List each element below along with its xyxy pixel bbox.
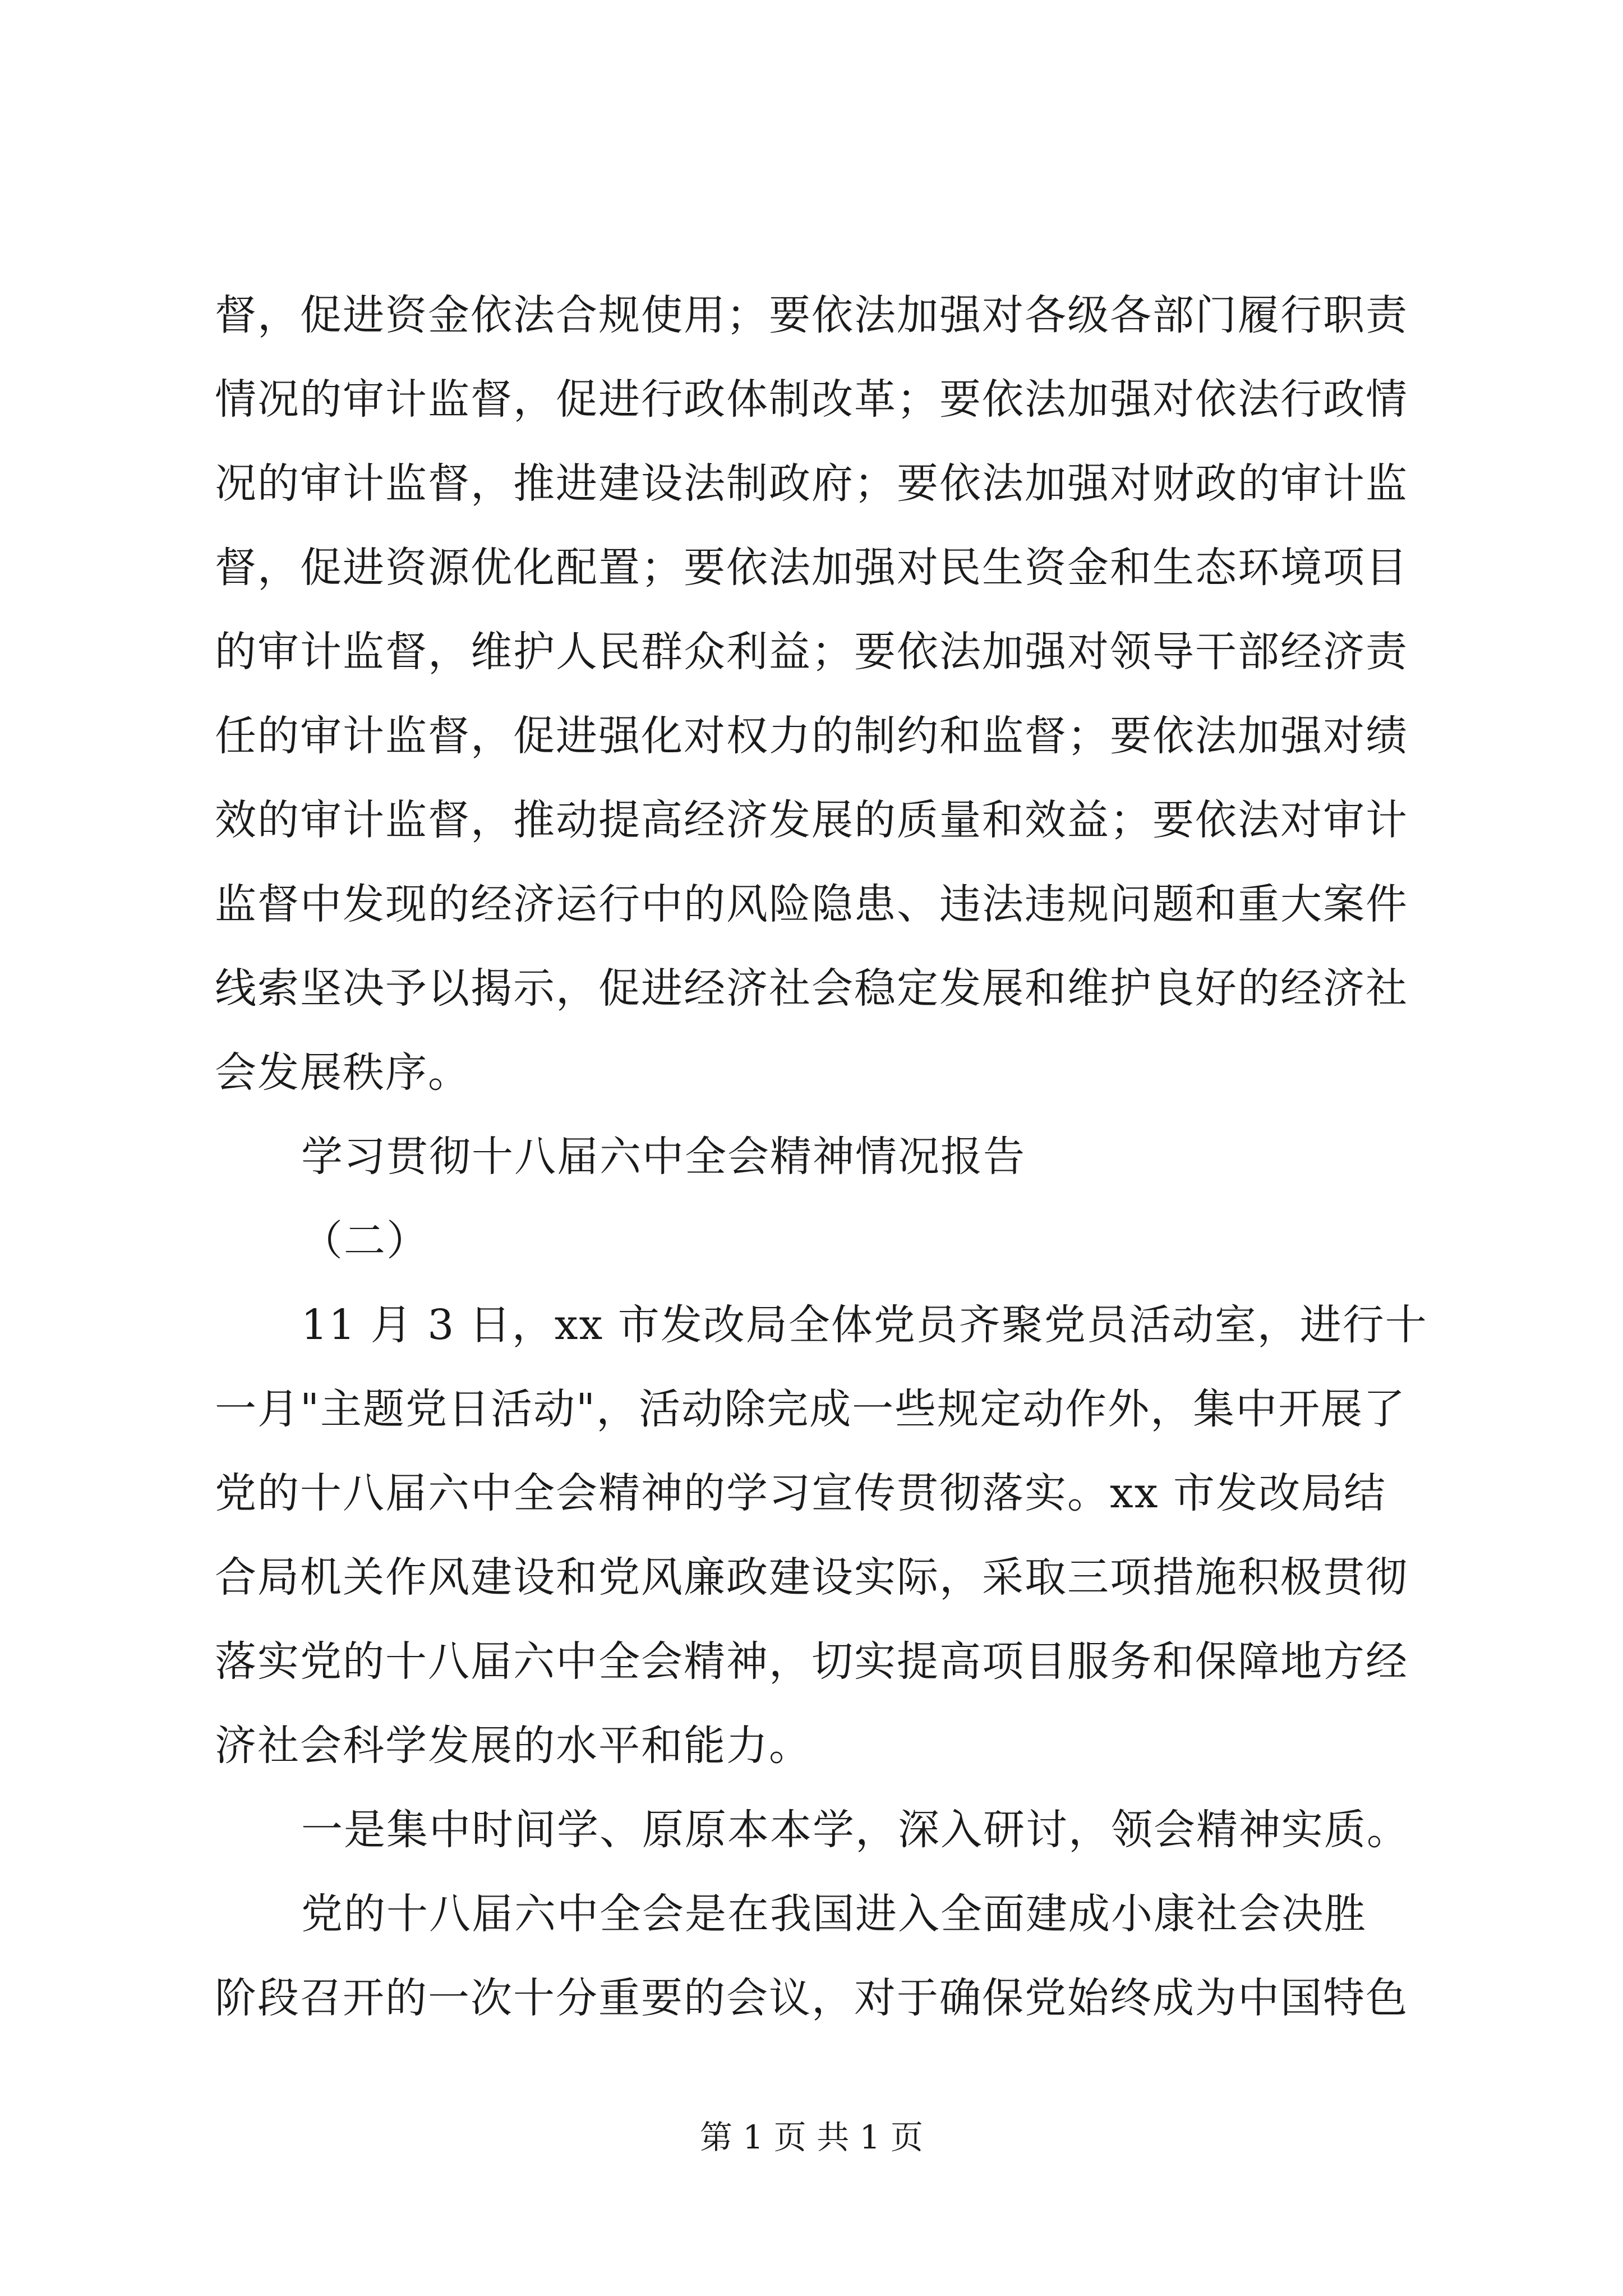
text-line: 线索坚决予以揭示，促进经济社会稳定发展和维护良好的经济社 — [215, 964, 1408, 1013]
text-line: 合局机关作风建设和党风廉政建设实际，采取三项措施积极贯彻 — [215, 1553, 1408, 1602]
text-line: 落实党的十八届六中全会精神，切实提高项目服务和保障地方经 — [215, 1637, 1408, 1686]
text-line: 监督中发现的经济运行中的风险隐患、违法违规问题和重大案件 — [215, 880, 1408, 928]
text-line: 11 月 3 日，xx 市发改局全体党员齐聚党员活动室，进行十 — [301, 1301, 1428, 1349]
text-line: 会发展秩序。 — [215, 1048, 471, 1097]
text-line: 阶段召开的一次十分重要的会议，对于确保党始终成为中国特色 — [215, 1974, 1408, 2022]
page-footer: 第 1 页 共 1 页 — [700, 2118, 923, 2156]
text-line: 情况的审计监督，促进行政体制改革；要依法加强对依法行政情 — [215, 375, 1408, 424]
text-line: 一是集中时间学、原原本本学，深入研讨，领会精神实质。 — [301, 1806, 1409, 1854]
text-line: 况的审计监督，推进建设法制政府；要依法加强对财政的审计监 — [215, 459, 1408, 508]
text-line: 济社会科学发展的水平和能力。 — [215, 1722, 811, 1770]
text-line: 督，促进资金依法合规使用；要依法加强对各级各部门履行职责 — [215, 291, 1408, 339]
section-title: 学习贯彻十八届六中全会精神情况报告 — [301, 1133, 1026, 1181]
text-line: 效的审计监督，推动提高经济发展的质量和效益；要依法对审计 — [215, 796, 1408, 844]
text-line: 督，促进资源优化配置；要依法加强对民生资金和生态环境项目 — [215, 544, 1408, 592]
text-line: 一月"主题党日活动"，活动除完成一些规定动作外，集中开展了 — [215, 1385, 1407, 1433]
text-line: 任的审计监督，促进强化对权力的制约和监督；要依法加强对绩 — [215, 712, 1408, 760]
text-line: 党的十八届六中全会精神的学习宣传贯彻落实。xx 市发改局结 — [215, 1469, 1386, 1517]
text-line: 的审计监督，维护人民群众利益；要依法加强对领导干部经济责 — [215, 628, 1408, 676]
section-subtitle: （二） — [301, 1217, 429, 1265]
text-line: 党的十八届六中全会是在我国进入全面建成小康社会决胜 — [301, 1890, 1367, 1938]
